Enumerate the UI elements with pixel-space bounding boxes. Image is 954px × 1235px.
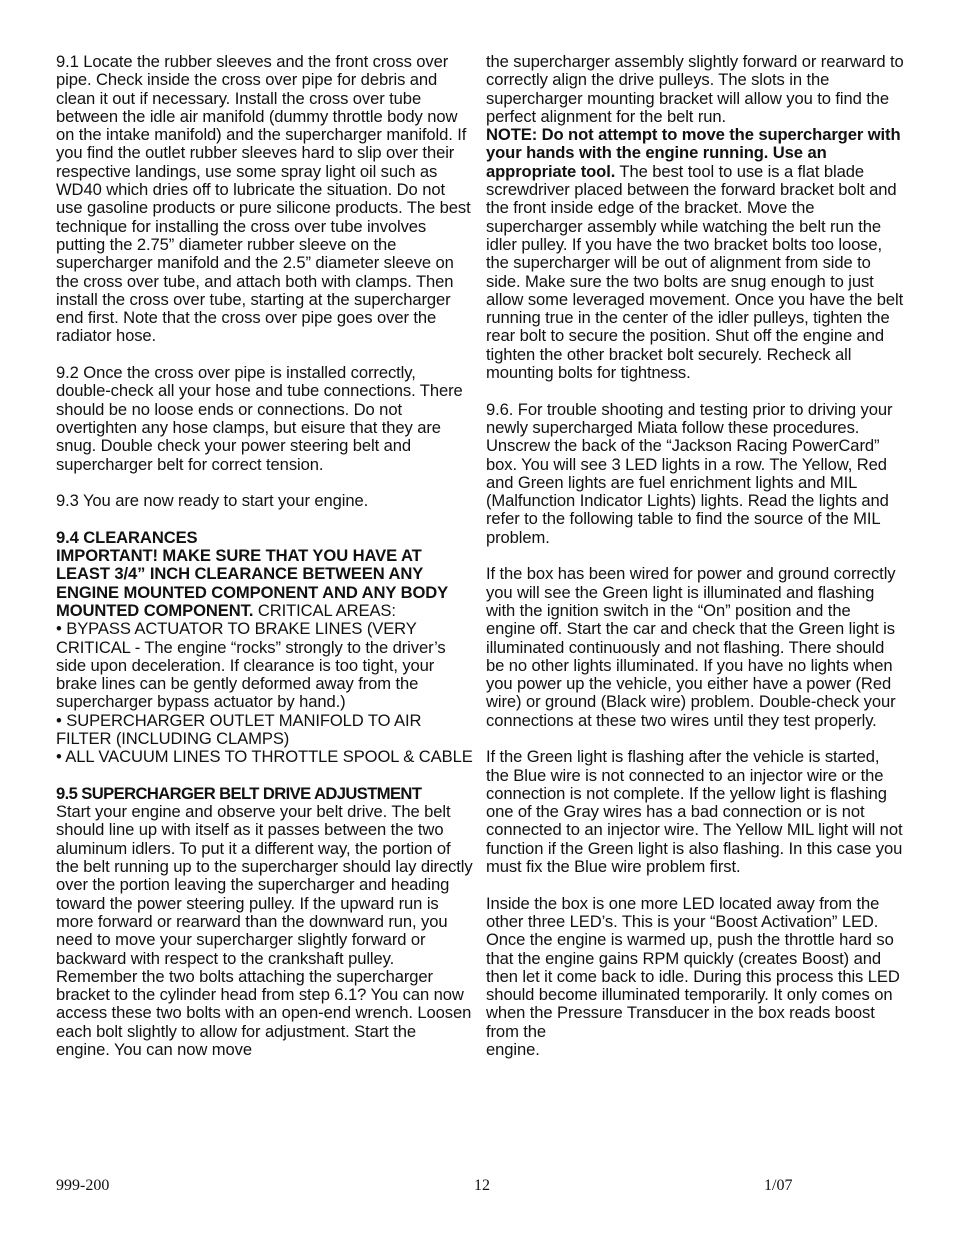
left-column	[56, 53, 474, 1059]
paragraph-9-6: 9.6. For trouble shooting and testing prior to driving your newly supercharged Miata follow these procedures. Unscrew the back of the “Jackson Racing PowerCard” box. You will see 3 LED lights in a row. The Yellow, Red and Green lights are fuel enrichment lights and MIL (Malfunction Indicator Lights) lights. Read the lights and refer to the following table to find the source of the MIL problem.	[486, 399, 893, 547]
belt-drive-body: Start your engine and observe your belt drive. The belt should line up with itself as it passes between the two aluminum idlers. To put it a different way, the portion of the belt running up to the supercharger should lay directly over the portion leaving the supercharger and heading toward the power steering pulley. If the upward run is more forward or rearward than the downward run, you need to move your supercharger slightly forward or backward with respect to the crankshaft pulley. Remember the two bolts attaching the supercharger bracket to the cylinder head from step 6.1? You can now access these two bolts with an open-end wrench. Loosen each bolt slightly to allow for adjustment. Start the engine. You can now move	[56, 802, 473, 1060]
paragraph-9-2: 9.2 Once the cross over pipe is installed correctly, double-check all your hose and tube connections. There should be no loose ends or connections. Do not overtighten any hose clamps, but eisure that they are snug. Double check your power steering belt and supercharger belt for correct tension.	[56, 363, 463, 474]
belt-note-warning: NOTE: Do not attempt to move the supercharger with your hands with the engine running. Use an appropriate tool.	[486, 125, 901, 181]
footer-date: 1/07	[764, 1177, 793, 1194]
clearances-important-warning: IMPORTANT! MAKE SURE THAT YOU HAVE AT LEAST 3/4” INCH CLEARANCE BETWEEN ANY ENGINE MOUNTED COMPONENT AND ANY BODY MOUNTED COMPONENT.	[56, 546, 448, 620]
paragraph-green-light: If the Green light is flashing after the vehicle is started, the Blue wire is not connected to an injector wire or the connection is not complete. If the yellow light is flashing one of the Gray wires has a bad connection or is not connected to an injector wire. The Yellow MIL light will not function if the Green light is also flashing. In this case you must fix the Blue wire problem first.	[486, 747, 903, 877]
paragraph-boost-led: Inside the box is one more LED located away from the other three LED’s. This is your “Boost Activation” LED. Once the engine is warmed up, push the throttle hard so that the engine gains RPM quickly (creates Boost) and then let it come back to idle. During this process this LED should become illuminated temporarily. It only comes on when the Pressure Transducer in the box reads boost from the engine.	[486, 893, 900, 1060]
right-column	[486, 53, 904, 1059]
footer-page-number: 12	[474, 1177, 490, 1194]
paragraph-9-1: 9.1 Locate the rubber sleeves and the front cross over pipe. Check inside the cross over pipe for debris and clean it out if necessary. Install the cross over tube between the idle air manifold (dummy throttle body now on the intake manifold) and the supercharger manifold. If you find the outlet rubber sleeves hard to slip over their respective landings, use some spray light oil such as WD40 which dries off to lubricate the situation. Do not use gasoline products or pure silicone products. The best technique for installing the cross over tube involves putting the 2.75” diameter rubber sleeve on the supercharger manifold and the 2.5” diameter sleeve on the cross over tube, and attach both with clamps. Then install the cross over tube, starting at the supercharger end first. Note that the cross over pipe goes over the radiator hose.	[56, 52, 471, 346]
critical-areas-label: CRITICAL AREAS:	[253, 600, 396, 620]
belt-continued-rest: The best tool to use is a flat blade screwdriver placed between the forward bracket bolt and the front inside edge of the bracket. Move the supercharger assembly while watching the belt run the idler pulley. If you have the two bracket bolts too loose, the supercharger will be out of alignment from side to side. Make sure the two bolts are snug enough to just allow some leveraged movement. Once you have the belt running true in the center of the idler pulleys, tighten the rear bolt to secure the position. Shut off the engine and tighten the other bracket bolt securely. Recheck all mounting bolts for tightness.	[486, 161, 904, 383]
clearances-heading: 9.4 CLEARANCES	[56, 527, 198, 547]
clearances-section	[56, 529, 474, 620]
paragraph-9-3: 9.3 You are now ready to start your engine.	[56, 491, 369, 511]
paragraph-power-ground: If the box has been wired for power and ground correctly you will see the Green light is illuminated and flashing with the ignition switch in the “On” position and the engine off. Start the car and check that the Green light is illuminated continuously and not flashing. There should be no other lights illuminated. If you have no lights when you power up the vehicle, you either have a power (Red wire) or ground (Black wire) problem. Double-check your connections at these two wires until they test properly.	[486, 564, 896, 730]
clearance-bullet-brake-lines: • BYPASS ACTUATOR TO BRAKE LINES (VERY CRITICAL - The engine “rocks” strongly to the driver’s side upon deceleration. If clearance is too tight, your brake lines can be gently deformed away from the supercharger bypass actuator by hand.)	[56, 619, 446, 712]
belt-continued-intro: the supercharger assembly slightly forward or rearward to correctly align the drive pulleys. The slots in the supercharger mounting bracket will allow you to find the perfect alignment for the belt run.	[486, 52, 904, 126]
belt-adjustment-continued	[486, 53, 904, 382]
belt-drive-section	[56, 785, 474, 1059]
footer-doc-number: 999-200	[56, 1177, 110, 1194]
belt-drive-heading: 9.5 SUPERCHARGER BELT DRIVE ADJUSTMENT	[56, 783, 422, 803]
clearance-bullet-vacuum-lines: • ALL VACUUM LINES TO THROTTLE SPOOL & CABLE	[56, 747, 473, 767]
clearance-bullet-outlet-manifold: • SUPERCHARGER OUTLET MANIFOLD TO AIR FILTER (INCLUDING CLAMPS)	[56, 710, 422, 748]
